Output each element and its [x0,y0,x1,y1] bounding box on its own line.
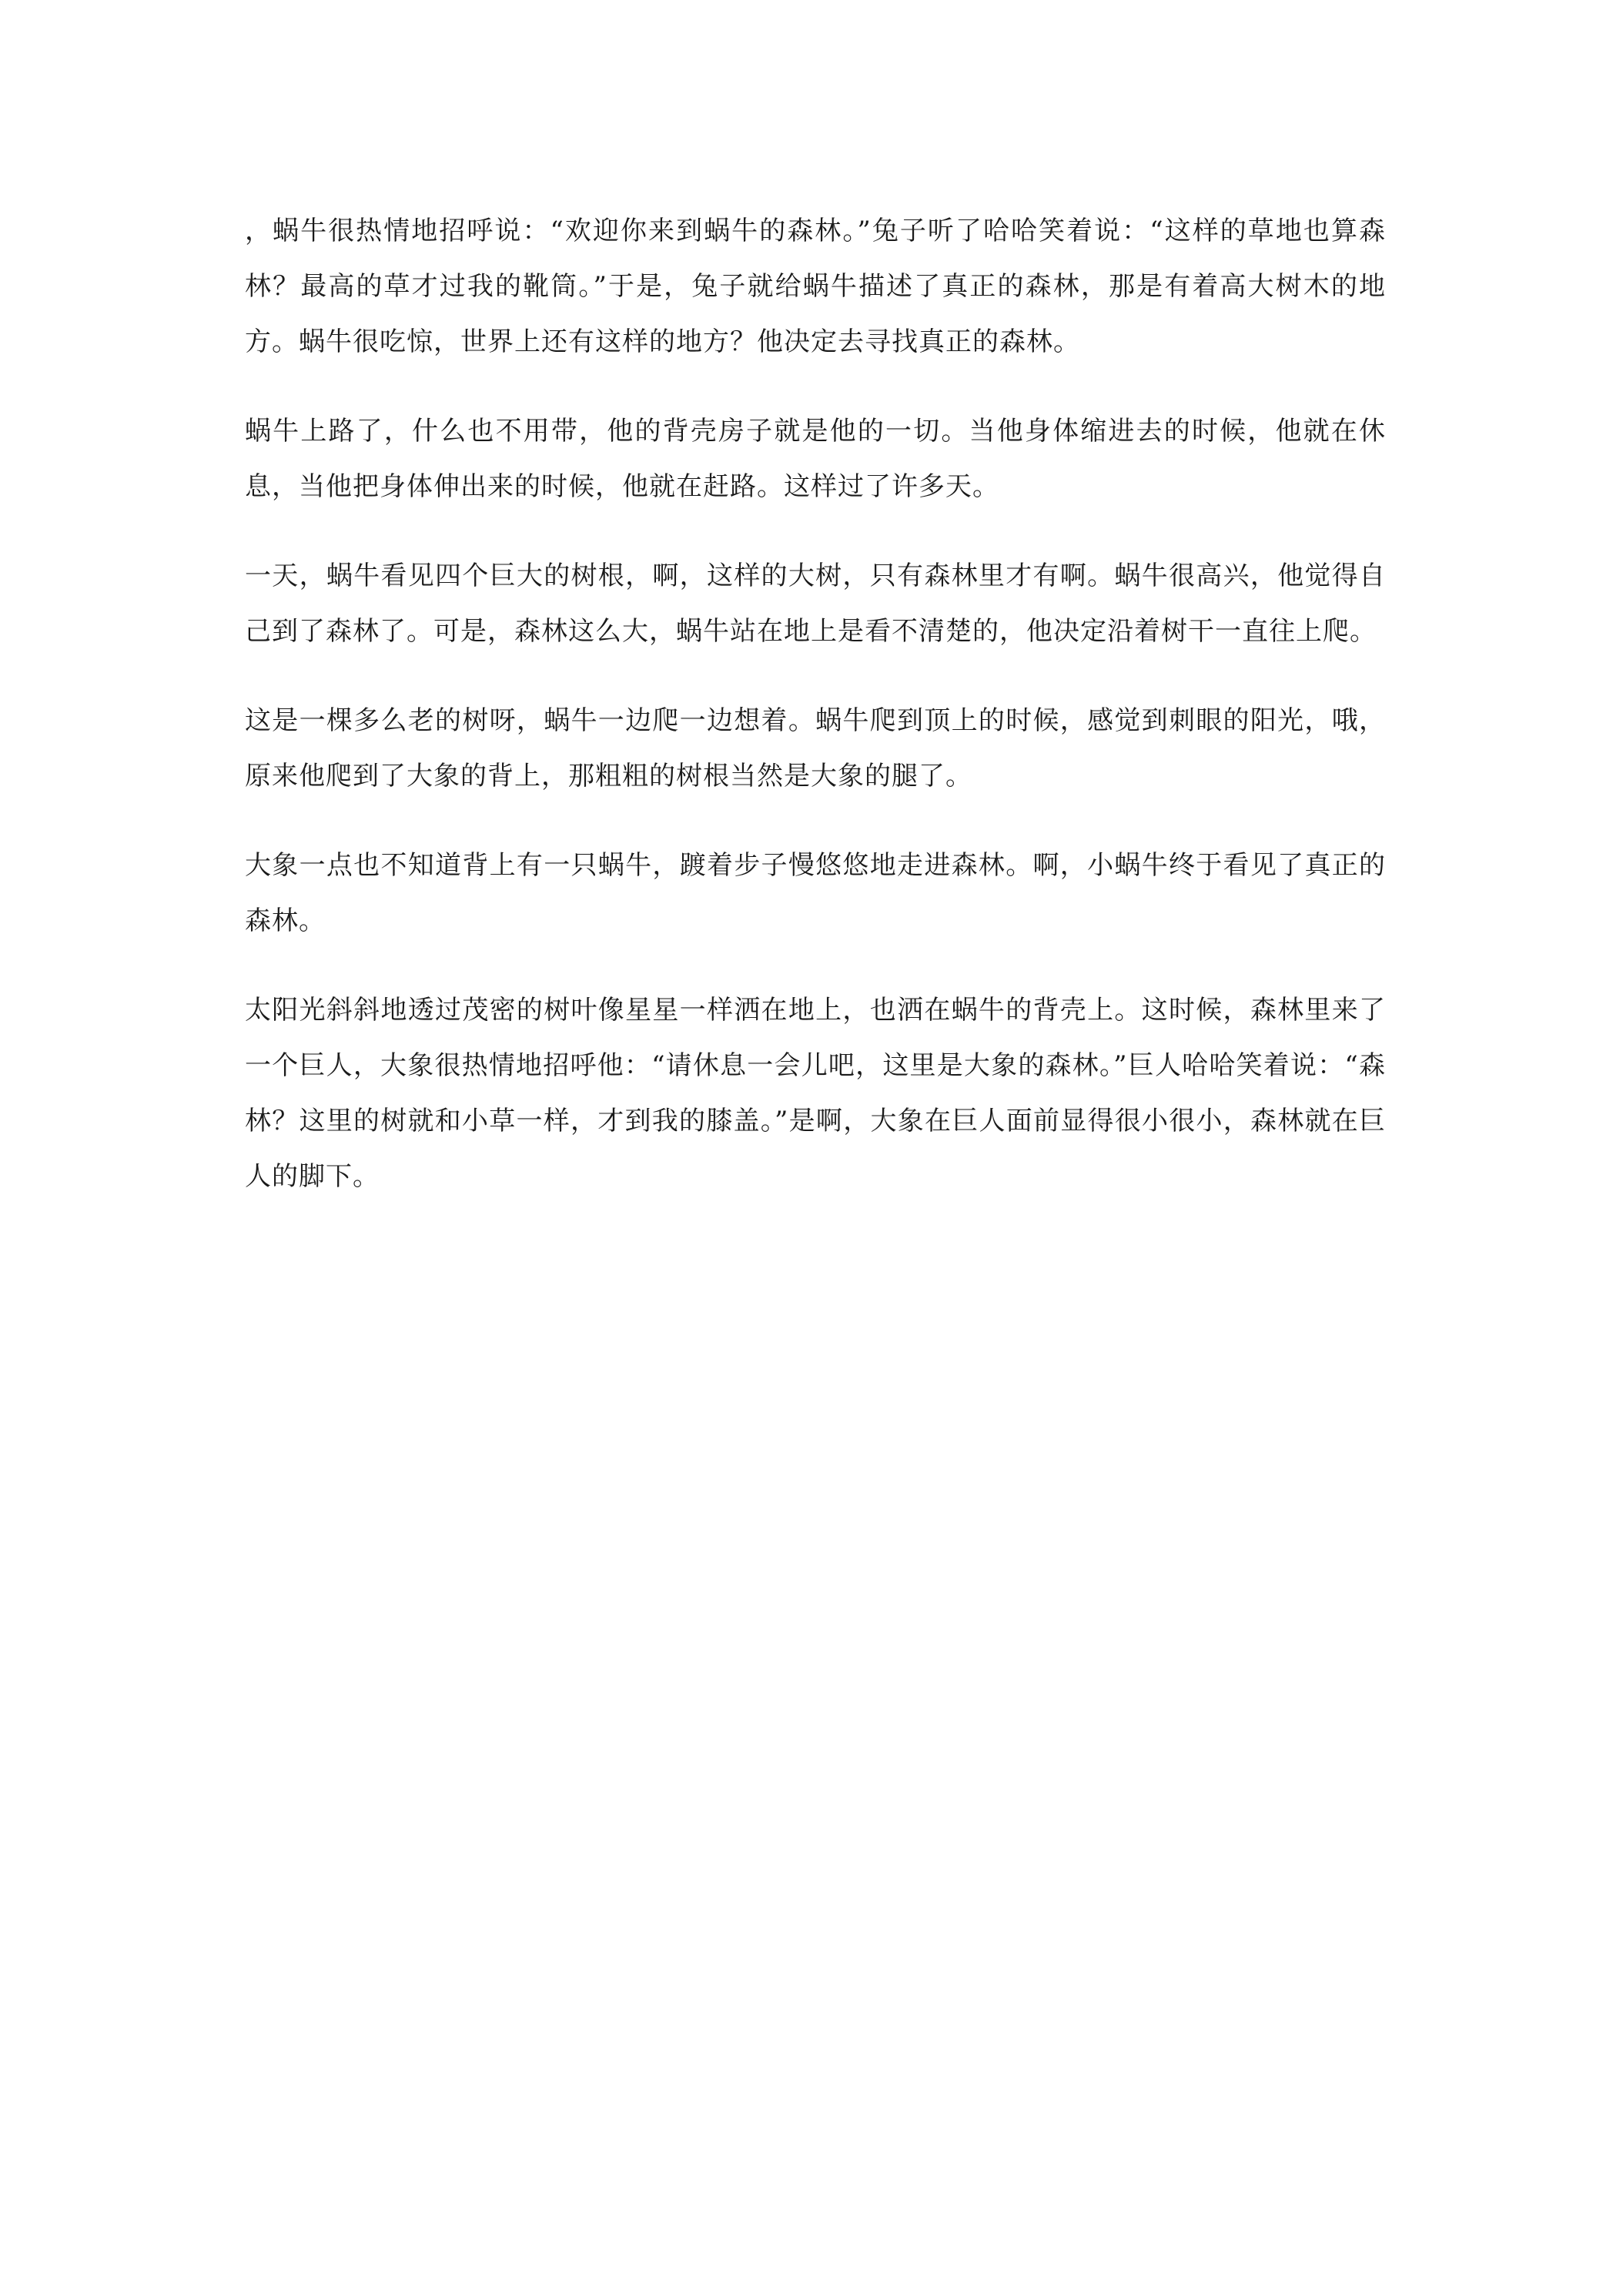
paragraph-1: ，蜗牛很热情地招呼说：“欢迎你来到蜗牛的森林。”兔子听了哈哈笑着说：“这样的草地也算森林？最高的草才过我的靴筒。”于是，兔子就给蜗牛描述了真正的森林，那是有着高大树木的地方。蜗牛很吃惊，世界上还有这样的地方？他决定去寻找真正的森林。 [245,216,1386,357]
document-body [245,203,1386,1238]
paragraph-4: 这是一棵多么老的树呀，蜗牛一边爬一边想着。蜗牛爬到顶上的时候，感觉到刺眼的阳光，哦，原来他爬到了大象的背上，那粗粗的树根当然是大象的腿了。 [245,705,1386,792]
paragraph-5: 大象一点也不知道背上有一只蜗牛，踱着步子慢悠悠地走进森林。啊，小蜗牛终于看见了真正的森林。 [245,850,1386,936]
paragraph-6: 太阳光斜斜地透过茂密的树叶像星星一样洒在地上，也洒在蜗牛的背壳上。这时候，森林里来了一个巨人，大象很热情地招呼他：“请休息一会儿吧，这里是大象的森林。”巨人哈哈笑着说：“森林？这里的树就和小草一样，才到我的膝盖。”是啊，大象在巨人面前显得很小很小，森林就在巨人的脚下。 [245,995,1386,1192]
paragraph-2: 蜗牛上路了，什么也不用带，他的背壳房子就是他的一切。当他身体缩进去的时候，他就在休息，当他把身体伸出来的时候，他就在赶路。这样过了许多天。 [245,416,1386,502]
paragraph-3: 一天，蜗牛看见四个巨大的树根，啊，这样的大树，只有森林里才有啊。蜗牛很高兴，他觉得自己到了森林了。可是，森林这么大，蜗牛站在地上是看不清楚的，他决定沿着树干一直往上爬。 [245,561,1386,647]
